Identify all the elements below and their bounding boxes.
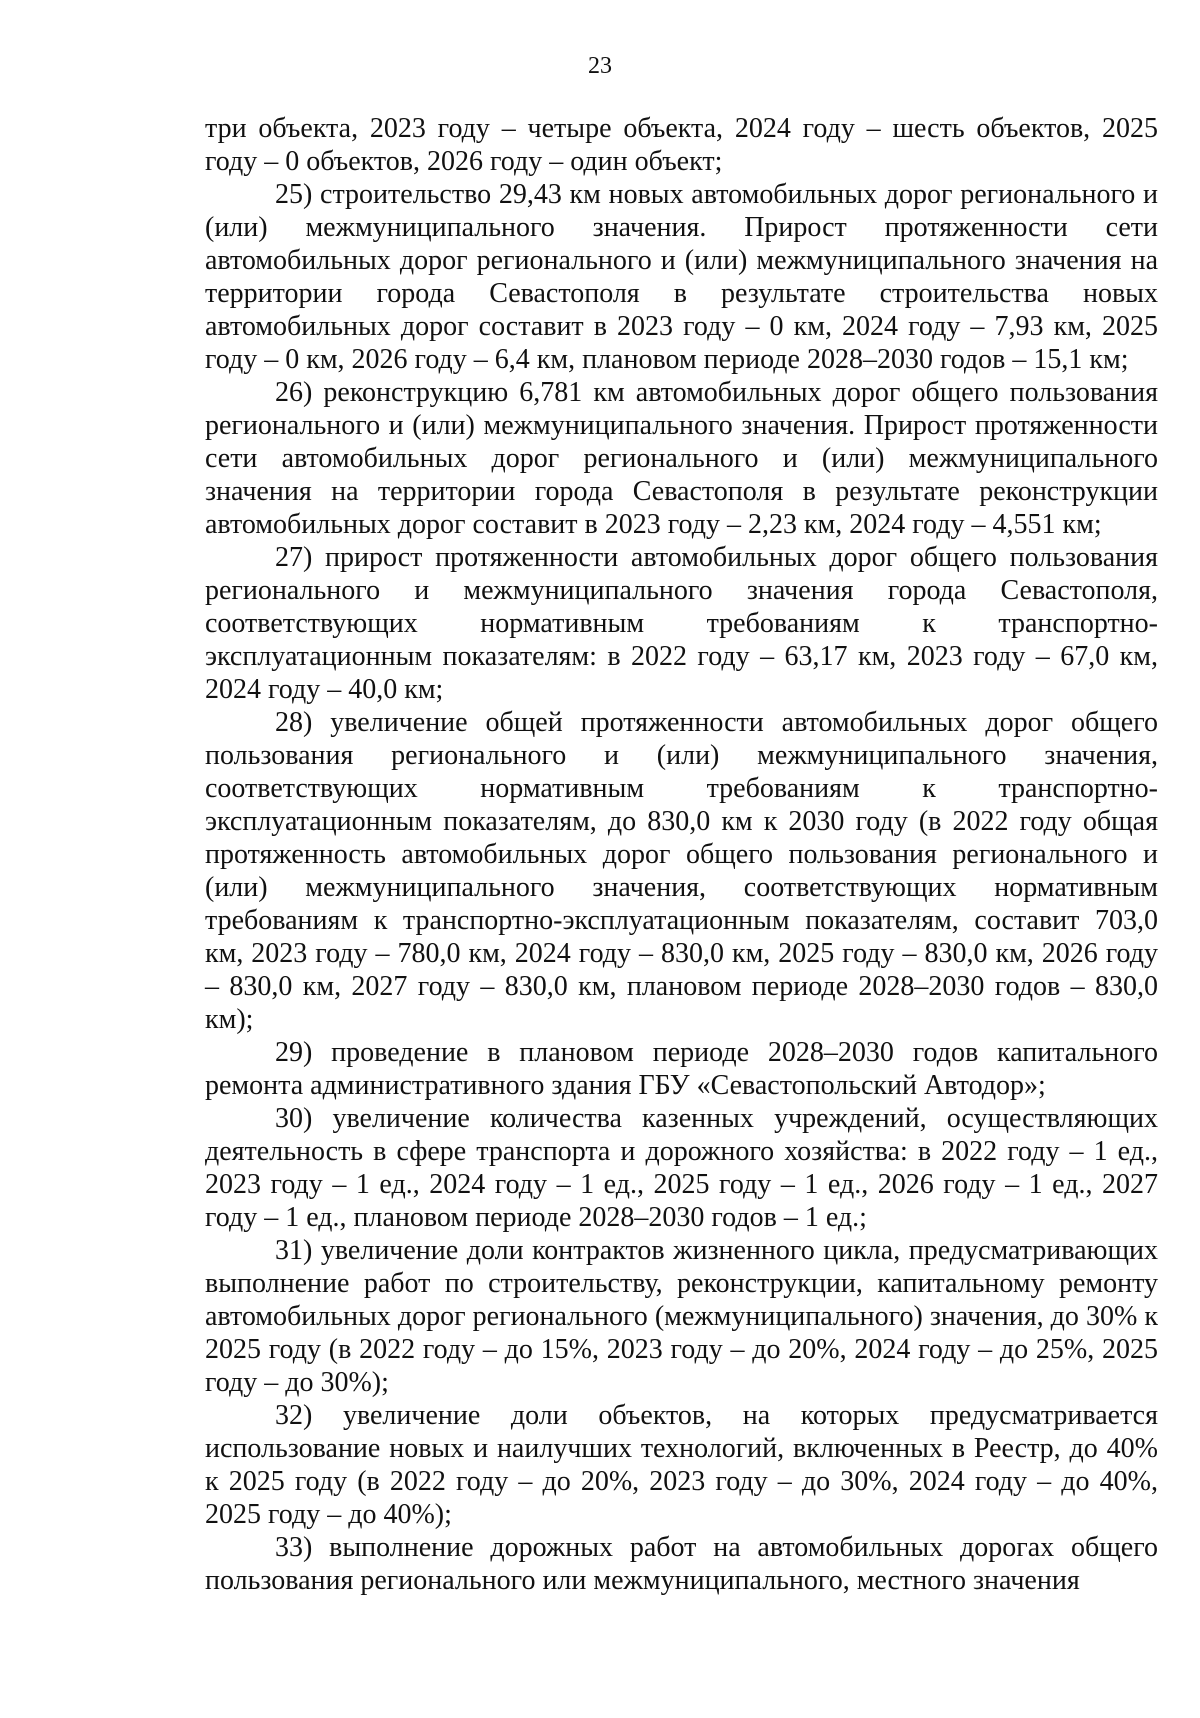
page-number: 23 — [588, 53, 612, 79]
paragraph-item-26: 26) реконструкцию 6,781 км автомобильных дорог общего пользования регионального и (или) межмуниципального значения. Прирост протяженности сети автомобильных дорог регионального и (или) межмуниципального значения на территории города Севастополя в результате реконструкции автомобильных дорог составит в 2023 году – 2,23 км, 2024 году – 4,551 км; — [205, 377, 1158, 540]
paragraph-item-29: 29) проведение в плановом периоде 2028–2030 годов капитального ремонта административного здания ГБУ «Севастопольский Автодор»; — [205, 1037, 1158, 1101]
paragraph-item-28: 28) увеличение общей протяженности автомобильных дорог общего пользования регионального и (или) межмуниципального значения, соответствующих нормативным требованиям к транспортно-эксплуатационным показателям, до 830,0 км к 2030 году (в 2022 году общая протяженность автомобильных дорог общего пользования регионального и (или) межмуниципального значения, соответствующих нормативным требованиям к транспортно-эксплуатационным показателям, составит 703,0 км, 2023 году – 780,0 км, 2024 году – 830,0 км, 2025 году – 830,0 км, 2026 году – 830,0 км, 2027 году – 830,0 км, плановом периоде 2028–2030 годов – 830,0 км); — [205, 707, 1158, 1035]
paragraph-item-25: 25) строительство 29,43 км новых автомобильных дорог регионального и (или) межмуниципального значения. Прирост протяженности сети автомобильных дорог регионального и (или) межмуниципального значения на территории города Севастополя в результате строительства новых автомобильных дорог составит в 2023 году – 0 км, 2024 году – 7,93 км, 2025 году – 0 км, 2026 году – 6,4 км, плановом периоде 2028–2030 годов – 15,1 км; — [205, 179, 1158, 375]
document-body — [205, 112, 1158, 1597]
paragraph-continuation: три объекта, 2023 году – четыре объекта, 2024 году – шесть объектов, 2025 году – 0 объектов, 2026 году – один объект; — [205, 113, 1158, 177]
paragraph-item-31: 31) увеличение доли контрактов жизненного цикла, предусматривающих выполнение работ по строительству, реконструкции, капитальному ремонту автомобильных дорог регионального (межмуниципального) значения, до 30% к 2025 году (в 2022 году – до 15%, 2023 году – до 20%, 2024 году – до 25%, 2025 году – до 30%); — [205, 1235, 1158, 1398]
paragraph-item-33: 33) выполнение дорожных работ на автомобильных дорогах общего пользования регионального или межмуниципального, местного значения — [205, 1532, 1158, 1596]
paragraph-item-32: 32) увеличение доли объектов, на которых предусматривается использование новых и наилучших технологий, включенных в Реестр, до 40% к 2025 году (в 2022 году – до 20%, 2023 году – до 30%, 2024 году – до 40%, 2025 году – до 40%); — [205, 1400, 1158, 1530]
paragraph-item-30: 30) увеличение количества казенных учреждений, осуществляющих деятельность в сфере транспорта и дорожного хозяйства: в 2022 году – 1 ед., 2023 году – 1 ед., 2024 году – 1 ед., 2025 году – 1 ед., 2026 году – 1 ед., 2027 году – 1 ед., плановом периоде 2028–2030 годов – 1 ед.; — [205, 1103, 1158, 1233]
paragraph-item-27: 27) прирост протяженности автомобильных дорог общего пользования регионального и межмуниципального значения города Севастополя, соответствующих нормативным требованиям к транспортно-эксплуатационным показателям: в 2022 году – 63,17 км, 2023 году – 67,0 км, 2024 году – 40,0 км; — [205, 542, 1158, 705]
